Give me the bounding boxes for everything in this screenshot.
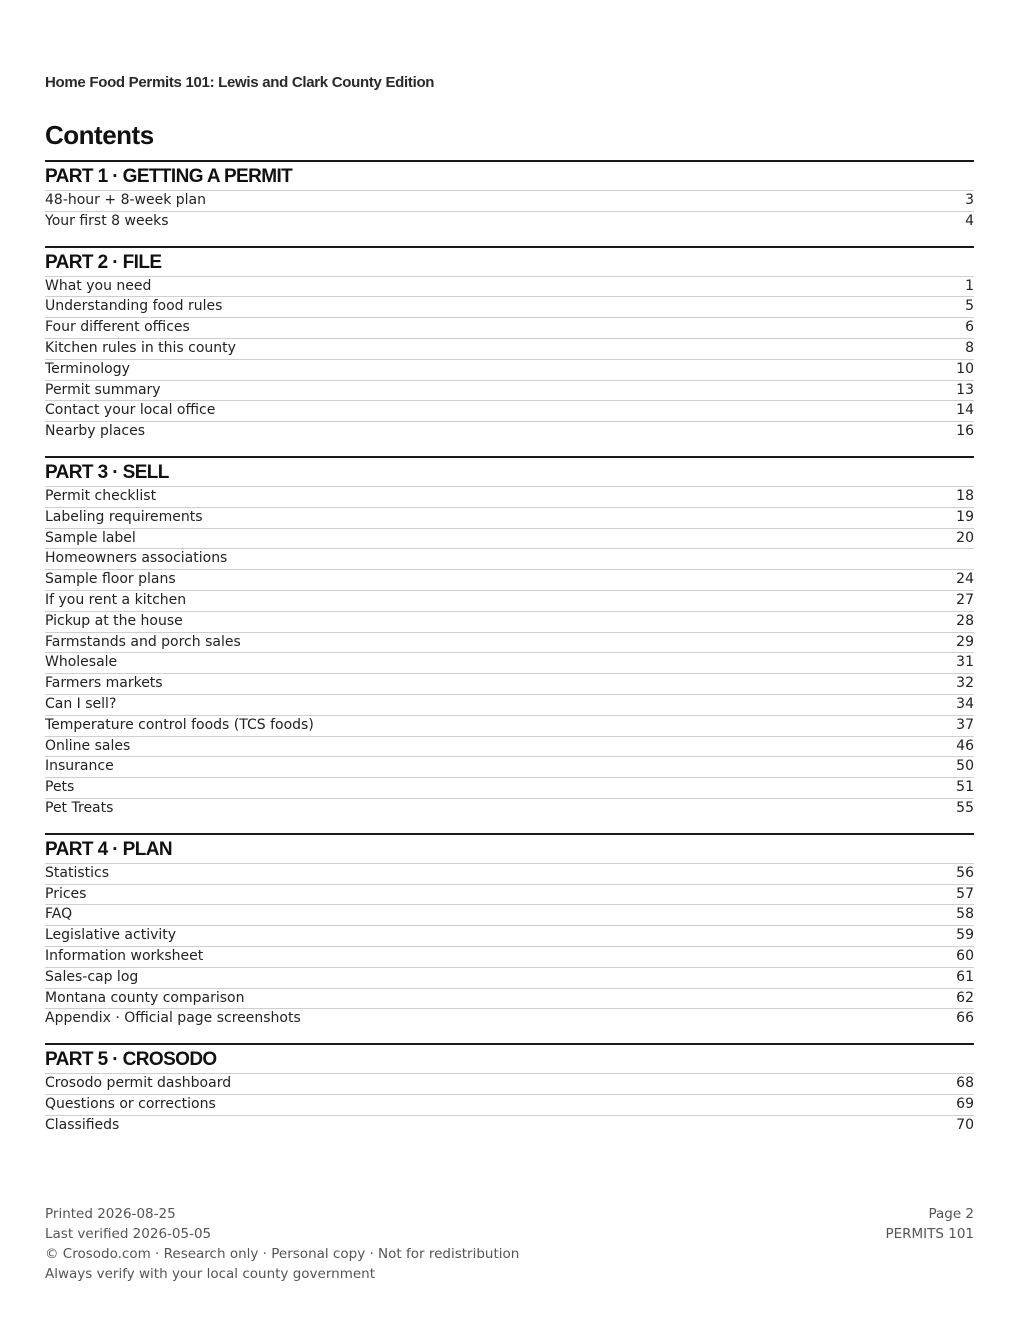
toc-entry-label: Statistics <box>45 864 109 881</box>
toc-entry[interactable] <box>45 1008 974 1029</box>
copyright-notice: © Crosodo.com · Research only · Personal copy · Not for redistribution <box>45 1246 520 1262</box>
toc-entry[interactable] <box>45 507 974 528</box>
toc-entry-page: 59 <box>956 927 974 944</box>
toc-entry-label: Understanding food rules <box>45 298 223 315</box>
toc-entry-label: Labeling requirements <box>45 508 203 525</box>
section-heading: PART 4 · PLAN <box>45 838 172 860</box>
section-heading: PART 1 · GETTING A PERMIT <box>45 166 293 187</box>
toc-entry-label: What you need <box>45 277 152 294</box>
toc-entry-page: 69 <box>956 1095 974 1112</box>
toc-entry-page: 55 <box>956 799 974 816</box>
toc-entry-label: Kitchen rules in this county <box>45 339 236 356</box>
toc-entry-label: Farmstands and porch sales <box>45 633 241 650</box>
toc-entry[interactable] <box>45 798 974 819</box>
toc-entry-label: Four different offices <box>45 319 190 336</box>
toc-entry[interactable] <box>45 400 974 421</box>
toc-entry-page: 27 <box>956 591 974 608</box>
toc-entry-label: Sample label <box>45 529 136 546</box>
toc-entry-label: Pet Treats <box>45 799 114 816</box>
toc-entry[interactable] <box>45 694 974 715</box>
toc-entry[interactable] <box>45 715 974 736</box>
toc-entry-label: Homeowners associations <box>45 550 228 567</box>
toc-entry-label: Legislative activity <box>45 927 177 944</box>
toc-entry-page: 37 <box>956 716 974 733</box>
toc-entry-page: 31 <box>956 654 974 671</box>
footer-right <box>885 1204 974 1244</box>
toc-entry[interactable] <box>45 611 974 632</box>
toc-entry[interactable] <box>45 317 974 338</box>
toc-entry[interactable] <box>45 988 974 1009</box>
toc-entry[interactable] <box>45 736 974 757</box>
toc-entry-page: 62 <box>956 989 974 1006</box>
toc-entry[interactable] <box>45 190 974 211</box>
toc-entry[interactable] <box>45 884 974 905</box>
toc-entry-page: 50 <box>956 758 974 775</box>
toc-entry-label: Questions or corrections <box>45 1095 216 1112</box>
toc-section <box>45 246 974 442</box>
footer-left <box>45 1204 519 1284</box>
toc-entry[interactable] <box>45 569 974 590</box>
toc-entry[interactable] <box>45 296 974 317</box>
table-of-contents <box>45 160 974 1149</box>
toc-entry-label: Sample floor plans <box>45 571 176 588</box>
toc-entry-page: 29 <box>956 633 974 650</box>
toc-entry[interactable] <box>45 211 974 232</box>
toc-entry-label: Information worksheet <box>45 947 204 964</box>
toc-entry[interactable] <box>45 528 974 549</box>
toc-section <box>45 833 974 1029</box>
toc-entry-page: 46 <box>956 737 974 754</box>
toc-entry-label: Permit summary <box>45 381 161 398</box>
toc-entry[interactable] <box>45 421 974 442</box>
document-title: Home Food Permits 101: Lewis and Clark County Edition <box>45 74 435 91</box>
disclaimer: Always verify with your local county government <box>45 1266 375 1282</box>
toc-entry-label: Classifieds <box>45 1116 120 1133</box>
toc-entry[interactable] <box>45 632 974 653</box>
toc-entry-label: Wholesale <box>45 654 118 671</box>
toc-entry[interactable] <box>45 904 974 925</box>
toc-entry-page: 68 <box>956 1075 974 1092</box>
toc-entry-page: 5 <box>965 298 974 315</box>
toc-entry-label: Montana county comparison <box>45 989 245 1006</box>
toc-entry[interactable] <box>45 673 974 694</box>
printed-date: Printed 2026-08-25 <box>45 1206 176 1222</box>
toc-entry-label: Nearby places <box>45 423 146 440</box>
toc-section <box>45 1043 974 1135</box>
toc-entry[interactable] <box>45 967 974 988</box>
toc-entry-page: 6 <box>965 319 974 336</box>
toc-entry-page: 1 <box>965 277 974 294</box>
toc-entry[interactable] <box>45 380 974 401</box>
toc-entry[interactable] <box>45 548 974 569</box>
toc-entry-page: 51 <box>956 779 974 796</box>
toc-entry[interactable] <box>45 756 974 777</box>
toc-entry-label: Online sales <box>45 737 131 754</box>
toc-entry-page: 32 <box>956 675 974 692</box>
toc-entry-page: 10 <box>956 360 974 377</box>
toc-entry[interactable] <box>45 1115 974 1136</box>
toc-entry-page: 28 <box>956 612 974 629</box>
toc-entry[interactable] <box>45 863 974 884</box>
toc-entry-page: 14 <box>956 402 974 419</box>
toc-section <box>45 456 974 819</box>
toc-entry-label: Sales-cap log <box>45 968 139 985</box>
toc-entry-page: 24 <box>956 571 974 588</box>
section-heading: PART 5 · CROSODO <box>45 1049 217 1071</box>
toc-entry[interactable] <box>45 486 974 507</box>
toc-entry-page: 18 <box>956 487 974 504</box>
toc-entry[interactable] <box>45 276 974 297</box>
toc-entry-page: 58 <box>956 906 974 923</box>
series-name: PERMITS 101 <box>885 1226 974 1242</box>
toc-entry[interactable] <box>45 1094 974 1115</box>
toc-entry-page: 70 <box>956 1116 974 1133</box>
toc-entry-label: Pets <box>45 779 75 796</box>
toc-entry-label: Your first 8 weeks <box>45 212 169 229</box>
toc-entry[interactable] <box>45 338 974 359</box>
toc-entry-page: 13 <box>956 381 974 398</box>
toc-entry-page: 56 <box>956 864 974 881</box>
toc-entry-label: If you rent a kitchen <box>45 591 187 608</box>
toc-entry-label: Appendix · Official page screenshots <box>45 1010 301 1027</box>
toc-entry[interactable] <box>45 925 974 946</box>
page-number: Page 2 <box>928 1206 974 1222</box>
toc-entry-label: Insurance <box>45 758 114 775</box>
toc-section <box>45 160 974 232</box>
toc-entry-label: 48-hour + 8-week plan <box>45 192 206 208</box>
toc-entry-label: Terminology <box>45 360 130 377</box>
contents-heading: Contents <box>45 120 154 150</box>
toc-entry[interactable] <box>45 590 974 611</box>
toc-entry[interactable] <box>45 652 974 673</box>
toc-entry-page: 3 <box>965 192 974 208</box>
toc-entry-page: 20 <box>956 529 974 546</box>
toc-entry-label: FAQ <box>45 906 73 923</box>
toc-entry-page: 16 <box>956 423 974 440</box>
verified-date: Last verified 2026-05-05 <box>45 1226 212 1242</box>
toc-entry[interactable] <box>45 359 974 380</box>
toc-entry-page: 19 <box>956 508 974 525</box>
toc-entry-page: 57 <box>956 885 974 902</box>
toc-entry[interactable] <box>45 777 974 798</box>
toc-entry-label: Temperature control foods (TCS foods) <box>45 716 314 733</box>
toc-entry-label: Farmers markets <box>45 675 163 692</box>
toc-entry-page: 8 <box>965 339 974 356</box>
toc-entry-label: Prices <box>45 885 87 902</box>
toc-entry-page: 61 <box>956 968 974 985</box>
toc-entry[interactable] <box>45 946 974 967</box>
toc-entry-page: 4 <box>965 212 974 229</box>
section-heading: PART 2 · FILE <box>45 251 162 273</box>
section-heading: PART 3 · SELL <box>45 461 169 483</box>
toc-entry-label: Can I sell? <box>45 695 117 712</box>
toc-entry-page: 34 <box>956 695 974 712</box>
toc-entry-label: Crosodo permit dashboard <box>45 1075 232 1092</box>
toc-entry-label: Contact your local office <box>45 402 216 419</box>
toc-entry-page: 66 <box>956 1010 974 1027</box>
toc-entry-label: Pickup at the house <box>45 612 183 629</box>
toc-entry-page: 60 <box>956 947 974 964</box>
toc-entry-label: Permit checklist <box>45 487 157 504</box>
toc-entry[interactable] <box>45 1073 974 1094</box>
